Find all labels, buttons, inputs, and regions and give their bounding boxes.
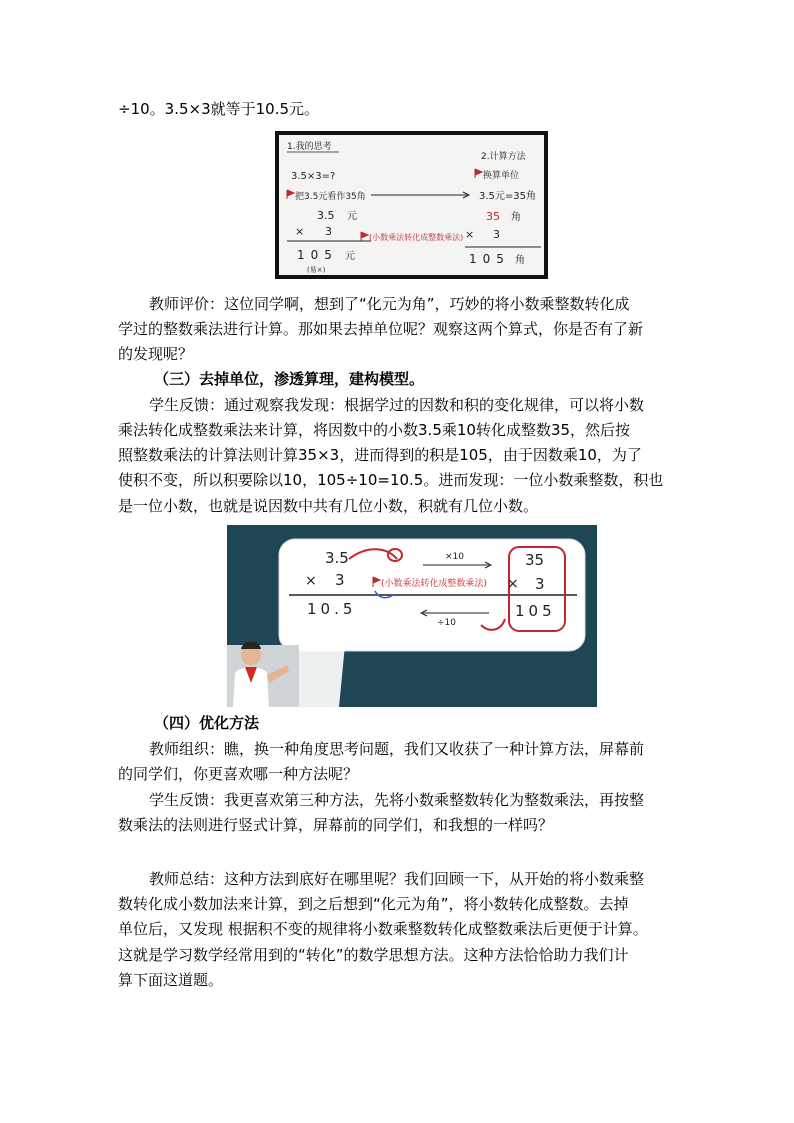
section-heading: （四）优化方法: [154, 714, 260, 732]
paragraph-line: 的同学们，你更喜欢哪一种方法呢？: [118, 765, 359, 783]
paragraph-line: 单位后，又发现 根据积不变的规律将小数乘整数转化成整数乘法后更便于计算。: [118, 920, 648, 938]
factor-1-int: 35: [525, 551, 545, 569]
factor-2-right: 3: [493, 228, 500, 241]
paragraph-line: 学生反馈：通过观察我发现：根据学过的因数和积的变化规律，可以将小数: [149, 396, 645, 414]
paragraph-line: 使积不变，所以积要除以10，105÷10=10.5。进而发现：一位小数乘整数，积也: [118, 471, 664, 489]
conversion: 3.5元=35角: [479, 191, 537, 202]
title-right: 2.计算方法: [481, 152, 526, 162]
times-sign-right: ×: [507, 576, 519, 592]
paragraph-line: 照整数乘法的计算法则计算35×3，进而得到的积是105，由于因数乘10，为了: [118, 446, 642, 464]
paragraph-line: 的发现呢？: [118, 345, 194, 363]
middle-note: (小数乘法转化成整数乘法): [381, 579, 488, 589]
factor-2-right: 3: [535, 575, 545, 593]
product: 10.5: [307, 600, 357, 618]
paragraph-line: 乘法转化成整数乘法来计算，将因数中的小数3.5乘10转化成整数35，然后按: [118, 421, 631, 439]
paragraph-line: 学生反馈：我更喜欢第三种方法，先将小数乘整数转化为整数乘法，再按整: [149, 791, 645, 809]
paragraph-line: 教师总结：这种方法到底好在哪里呢？我们回顾一下，从开始的将小数乘整: [149, 870, 645, 888]
note-right: 换算单位: [483, 171, 520, 181]
times-sign-right: ×: [465, 228, 475, 241]
board-drawing: [227, 525, 597, 707]
factor-1: 3.5: [317, 209, 335, 222]
unit-right-1: 角: [511, 212, 521, 223]
top-arrow-label: ×10: [445, 552, 464, 562]
unit-right-3: 角: [515, 255, 525, 266]
title-left: 1.我的思考: [287, 142, 332, 152]
factor-2: 3: [335, 571, 345, 589]
flag-icon: [475, 169, 482, 178]
times-sign: ×: [295, 225, 305, 238]
product: 105: [297, 248, 338, 262]
factor-1-int: 35: [486, 210, 500, 223]
product-right: 105: [515, 602, 556, 620]
student-hair: [241, 642, 261, 650]
product-note: (易×): [307, 266, 326, 274]
paragraph-line: ÷10。3.5×3就等于10.5元。: [118, 100, 320, 118]
figure-video-frame: [227, 525, 597, 707]
flag-icon: [361, 232, 368, 241]
factor-1: 3.5: [325, 549, 349, 567]
question: 3.5×3=?: [291, 171, 336, 182]
factor-2: 3: [325, 225, 332, 238]
section-heading: （三）去掉单位，渗透算理，建构模型。: [154, 370, 425, 388]
product-right: 105: [469, 252, 510, 266]
paragraph-line: 学过的整数乘法进行计算。那如果去掉单位呢？观察这两个算式，你是否有了新: [118, 320, 644, 338]
paragraph-line: 教师组织：瞧，换一种角度思考问题，我们又收获了一种计算方法，屏幕前: [149, 740, 645, 758]
times-sign: ×: [305, 573, 317, 589]
paragraph-line: 数转化成小数加法来计算，到之后想到“化元为角”，将小数转化成整数。去掉: [118, 895, 629, 913]
paragraph-line: 是一位小数，也就是说因数中共有几位小数，积就有几位小数。: [118, 497, 539, 515]
figure-whiteboard-photo: [275, 131, 548, 279]
bottom-arrow-label: ÷10: [437, 618, 456, 628]
paragraph-line: 算下面这道题。: [118, 971, 224, 989]
paragraph-line: 这就是学习数学经常用到的“转化”的数学思想方法。这种方法恰恰助力我们计: [118, 946, 629, 964]
paragraph-line: 数乘法的法则进行竖式计算，屏幕前的同学们，和我想的一样吗？: [118, 816, 554, 834]
unit-1: 元: [347, 211, 357, 222]
whiteboard-drawing: [279, 135, 544, 275]
unit-3: 元: [345, 251, 355, 262]
flag-icon: [287, 190, 294, 199]
paragraph-line: 教师评价：这位同学啊，想到了“化元为角”，巧妙的将小数乘整数转化成: [149, 295, 630, 313]
middle-note: (小数乘法转化成整数乘法): [369, 233, 464, 242]
note-left: 把3.5元看作35角: [295, 192, 366, 202]
